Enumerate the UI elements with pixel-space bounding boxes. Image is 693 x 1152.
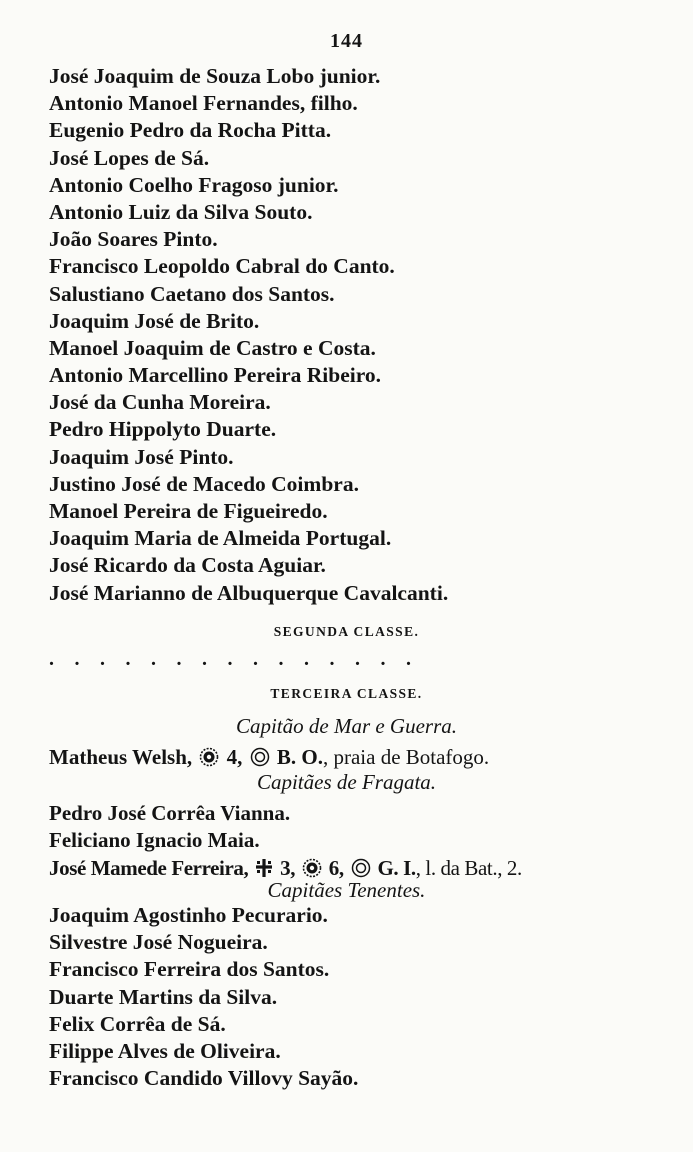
list-item: Salustiano Caetano dos Santos. [49,281,335,306]
list-item: Feliciano Ignacio Maia. [49,828,260,852]
entry-tail: , l. da Bat., 2. [415,856,522,880]
capitao-mar-guerra-heading: Capitão de Mar e Guerra. [235,714,458,738]
third-class-heading: TERCEIRA CLASSE. [270,686,423,701]
list-item: Manoel Joaquim de Castro e Costa. [49,335,376,360]
list-item: José da Cunha Moreira. [49,390,271,415]
list-item: Pedro Hippolyto Duarte. [49,417,277,442]
list-item: Joaquim José de Brito. [49,308,260,333]
list-item: João Soares Pinto. [49,227,218,252]
entry-name: José Mamede Ferreira, [49,856,249,880]
list-item: Manoel Pereira de Figueiredo. [49,499,328,523]
entry-name: Matheus Welsh, [49,745,193,769]
list-item: Francisco Ferreira dos Santos. [49,957,330,982]
list-item: Silvestre José Nogueira. [49,930,268,955]
list-item: Antonio Coelho Fragoso junior. [49,172,339,197]
capitaes-fragata-heading: Capitães de Fragata. [256,770,437,794]
list-item: Duarte Martins da Silva. [49,984,278,1009]
list-item: Joaquim Maria de Almeida Portugal. [49,526,392,551]
list-item: Eugenio Pedro da Rocha Pitta. [49,118,332,143]
list-item: José Lopes de Sá. [49,145,210,170]
entry-tail: , praia de Botafogo. [322,745,490,769]
list-item: Pedro José Corrêa Vianna. [49,801,291,825]
entry-part: B. O. [276,745,323,769]
list-item: Filippe Alves de Oliveira. [49,1038,281,1063]
matheus-welsh-entry [49,744,489,773]
second-class-heading: SEGUNDA CLASSE. [273,624,420,639]
list-item: Antonio Marcellino Pereira Ribeiro. [49,363,382,388]
entry-part: G. I. [377,856,416,880]
list-item: Joaquim José Pinto. [49,444,234,469]
list-item: Joaquim Agostinho Pecurario. [49,903,328,927]
page-number: 144 [330,30,363,52]
list-item: Antonio Manoel Fernandes, filho. [49,91,358,116]
capitaes-tenentes-heading: Capitães Tenentes. [267,878,426,902]
list-item: Antonio Luiz da Silva Souto. [49,199,313,224]
list-item: Francisco Leopoldo Cabral do Canto. [49,254,395,279]
list-item: Felix Corrêa de Sá. [49,1011,226,1036]
entry-part: 6, [328,856,344,880]
list-item: Justino José de Macedo Coimbra. [49,471,359,496]
tenentes-list [49,902,669,1092]
list-item: José Joaquim de Souza Lobo junior. [49,64,381,88]
list-item: José Ricardo da Costa Aguiar. [49,553,326,578]
entry-part: 3, [280,856,296,880]
first-class-list [49,63,669,607]
list-item: José Marianno de Albuquerque Cavalcanti. [49,580,449,605]
second-class-ellipsis: ............... [49,648,432,670]
list-item: Francisco Candido Villovy Sayão. [49,1066,359,1091]
entry-part: 4, [226,745,243,769]
